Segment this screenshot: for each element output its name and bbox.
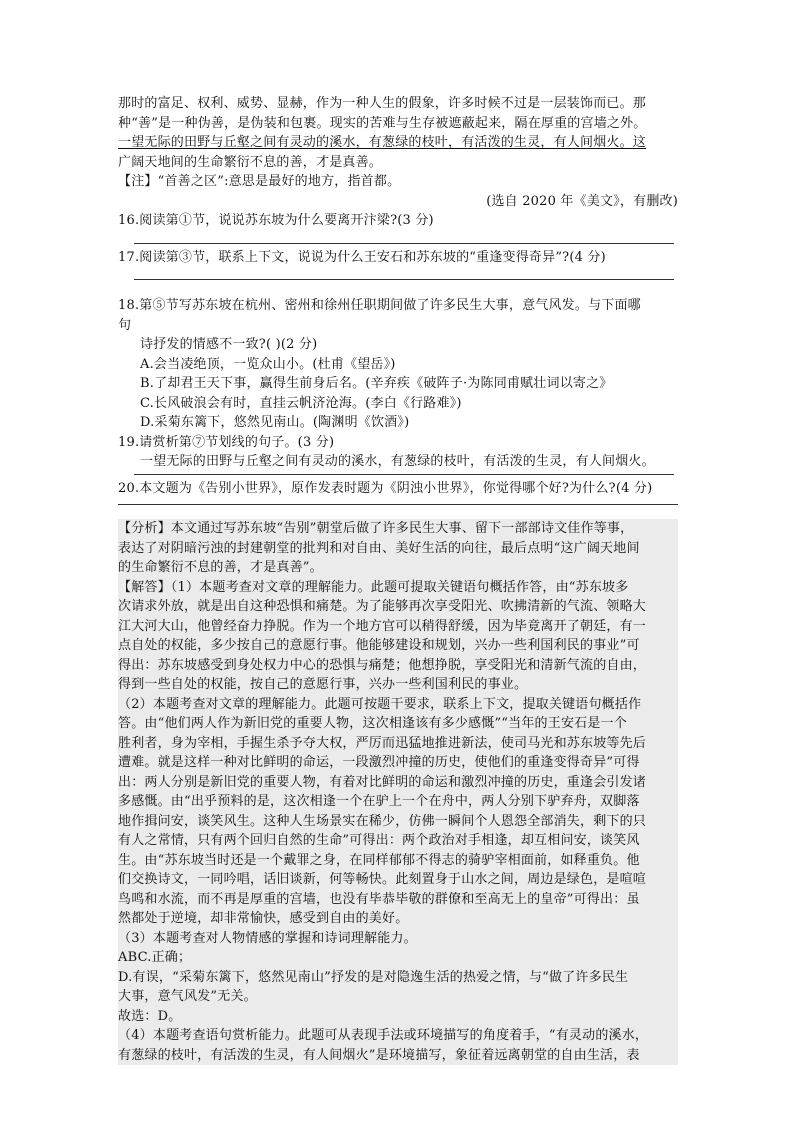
analysis-line: 出：两人分别是新旧党的重要人物，有着对比鲜明的命运和激烈冲撞的历史，重逢会引发诸: [118, 773, 678, 793]
document-page: [118, 94, 678, 1065]
analysis-line: 故选：D。: [118, 1007, 678, 1027]
analysis-line: （2）本题考查对文章的理解能力。此题可按题干要求，联系上下文，提取关键语句概括作: [118, 695, 678, 715]
analysis-line: 有葱绿的枝叶，有活泼的生灵，有人间烟火”是环境描写，象征着远离朝堂的自由生活，表: [118, 1046, 678, 1066]
annotation-note: 【注】“首善之区”:意思是最好的地方，指首都。: [118, 174, 401, 189]
underlined-sentence: 一望无际的田野与丘壑之间有灵动的溪水，有葱绿的枝叶，有活泼的生灵，有人间烟火。这: [118, 135, 647, 150]
question-18-stem: 诗抒发的情感不一致?( )(2 分): [140, 337, 318, 352]
passage-line: 种“善”是一种伪善，是伪装和包裹。现实的苦难与生存被遮蔽起来，隔在厚重的宫墙之外。: [118, 115, 647, 131]
analysis-line: 点自处的权能，多少按自己的意愿行事。他能够建设和规划，兴办一些利国利民的事业”可: [118, 636, 678, 656]
analysis-line: 鸟鸣和水流，而不再是厚重的宫墙，也没有毕恭毕敬的群僚和至高无上的皇帝”可得出：虽: [118, 890, 678, 910]
passage: [118, 94, 678, 211]
passage-line: 那时的富足、权利、威势、显赫，作为一种人生的假象，许多时候不过是一层装饰而已。那: [118, 96, 647, 111]
question-20: 20.本文题为《告别小世界》，原作发表时题为《阴浊小世界》，你觉得哪个好?为什么?(4 分): [118, 480, 653, 496]
analysis-line: 大事，意气风发”无关。: [118, 987, 678, 1007]
analysis-line: D.有误，“采菊东篱下，悠然见南山”抒发的是对隐逸生活的热爱之情，与“做了许多民生: [118, 968, 678, 988]
analysis-line: 的生命繁衍不息的善，才是真善”。: [118, 558, 678, 578]
analysis-line: 表达了对阴暗污浊的封建朝堂的批判和对自由、美好生活的向往，最后点明“这广阔天地间: [118, 539, 678, 559]
analysis-line: 然都处于逆境，却非常愉快，感受到自由的美好。: [118, 909, 678, 929]
answer-line[interactable]: [134, 472, 674, 475]
analysis-line: 【解答】（1）本题考查对文章的理解能力。此题可提取关键语句概括作答，由“苏东坡多: [118, 578, 678, 598]
answer-line[interactable]: [134, 231, 674, 244]
divider: [118, 504, 678, 505]
questions: [118, 211, 678, 505]
option-a: A.会当凌绝顶，一览众山小。(杜甫《望岳》): [140, 356, 396, 372]
analysis-line: 有人之常情，只有两个回归自然的生命”可得出：两个政治对手相逢，却互相问安，谈笑风: [118, 831, 678, 851]
analysis-line: 江大河大山，他曾经奋力挣脱。作为一个地方官可以稍得舒缓，因为毕竟离开了朝廷，有一: [118, 617, 678, 637]
question-17: 17.阅读第③节，联系上下文，说说为什么王安石和苏东坡的“重逢变得奇异”?(4 分): [118, 249, 606, 265]
analysis-line: 多感慨。由“出乎预料的是，这次相逢一个在驴上一个在舟中，两人分别下驴弃舟，双脚落: [118, 792, 678, 812]
source-citation: (选自 2020 年《美文》，有删改): [486, 193, 678, 209]
option-c: C.长风破浪会有时，直挂云帆济沧海。(李白《行路难》): [140, 395, 462, 411]
option-d: D.采菊东篱下，悠然见南山。(陶渊明《饮酒》): [140, 415, 410, 430]
analysis-line: 得到一些自处的权能，按自己的意愿行事，兴办一些利国利民的事业。: [118, 675, 678, 695]
analysis-line: 答。由“他们两人作为新旧党的重要人物，这次相逢该有多少感慨”“当年的王安石是一个: [118, 714, 678, 734]
analysis-line: ABC.正确；: [118, 948, 678, 968]
passage-line: 广阔天地间的生命繁衍不息的善，才是真善。: [118, 154, 383, 170]
question-19: 19.请赏析第⑦节划线的句子。(3 分): [118, 434, 335, 450]
analysis-line: （3）本题考查对人物情感的掌握和诗词理解能力。: [118, 929, 678, 949]
analysis-line: 遭难。就是这样一种对比鲜明的命运，一段激烈冲撞的历史，使他们的重逢变得奇异”可得: [118, 753, 678, 773]
question-18-cont: 句: [118, 317, 132, 333]
analysis-line: 胜利者，身为宰相，手握生杀予夺大权，严厉而迅猛地推进新法，使司马光和苏东坡等先后: [118, 734, 678, 754]
option-b: B.了却君王天下事，赢得生前身后名。(辛弃疾《破阵子·为陈同甫赋壮词以寄之》: [140, 376, 613, 391]
analysis-line: 【分析】本文通过写苏东坡“告别”朝堂后做了许多民生大事、留下一部部诗文佳作等事，: [118, 519, 678, 539]
analysis-section: [118, 519, 678, 1065]
analysis-line: （4）本题考查语句赏析能力。此题可从表现手法或环境描写的角度着手，“有灵动的溪水，: [118, 1026, 678, 1046]
analysis-line: 生。由“苏东坡当时还是一个戴罪之身，在同样郁郁不得志的骑驴宰相面前，如释重负。他: [118, 851, 678, 871]
analysis-line: 次请求外放，就是出自这种恐惧和痛楚。为了能够再次享受阳光、吹拂清新的气流、领略大: [118, 597, 678, 617]
question-19-quote: 一望无际的田野与丘壑之间有灵动的溪水，有葱绿的枝叶，有活泼的生灵，有人间烟火。: [140, 454, 655, 469]
question-18: 18.第⑤节写苏东坡在杭州、密州和徐州任职期间做了许多民生大事，意气风发。与下面哪: [118, 298, 641, 313]
answer-line[interactable]: [134, 267, 674, 280]
analysis-line: 得出：苏东坡感受到身处权力中心的恐惧与痛楚；他想挣脱，享受阳光和清新气流的自由，: [118, 656, 678, 676]
analysis-line: 地作揖问安，谈笑风生。这种人生场景实在稀少，仿佛一瞬间个人恩怨全部消失，剩下的只: [118, 812, 678, 832]
question-16: 16.阅读第①节，说说苏东坡为什么要离开汴梁?(3 分): [118, 213, 434, 228]
analysis-line: 们交换诗文，一同吟唱，话旧谈新，何等畅快。此刻置身于山水之间，周边是绿色，是喧喧: [118, 870, 678, 890]
